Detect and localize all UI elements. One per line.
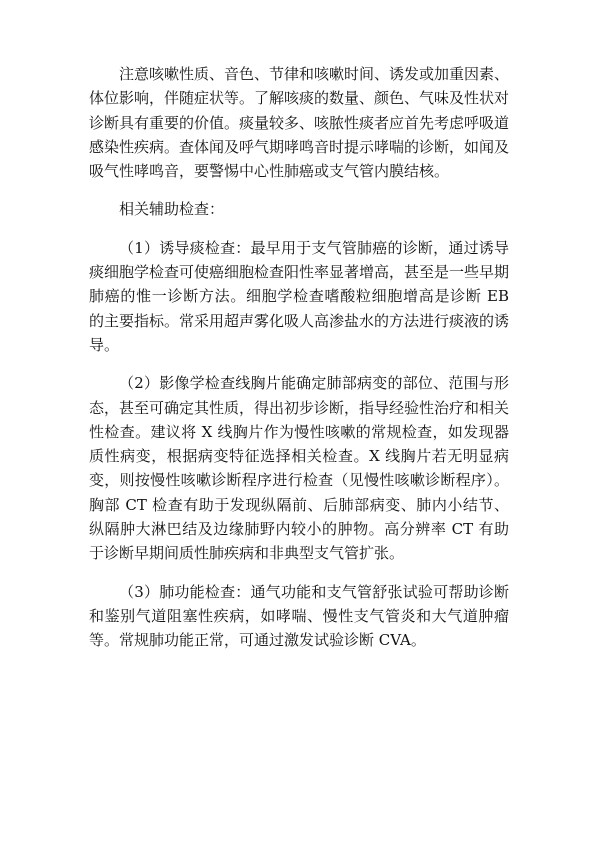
paragraph-induced-sputum: （1）诱导痰检查：最早用于支气管肺癌的诊断，通过诱导痰细胞学检查可使癌细胞检查阳性率显著增高，甚至是一些早期肺癌的惟一诊断方法。细胞学检查嗜酸粒细胞增高是诊断 EB 的主要指标。常采用超声雾化吸人高渗盐水的方法进行痰液的诱导。: [89, 238, 510, 354]
paragraph-cough-assessment: 注意咳嗽性质、音色、节律和咳嗽时间、诱发或加重因素、体位影响，伴随症状等。了解咳痰的数量、颜色、气味及性状对诊断具有重要的价值。痰量较多、咳脓性痰者应首先考虑呼吸道感染性疾病。查体闻及呼气期哮鸣音时提示哮喘的诊断，如闻及吸气性哮鸣音，要警惕中心性肺癌或支气管内膜结核。: [89, 65, 510, 181]
paragraph-lung-function: （3）肺功能检查：通气功能和支气管舒张试验可帮助诊断和鉴别气道阻塞性疾病，如哮喘、慢性支气管炎和大气道肿瘤等。常规肺功能正常，可通过激发试验诊断 CVA。: [89, 582, 509, 650]
paragraph-auxiliary-exam-heading: 相关辅助检查：: [119, 200, 225, 219]
document-page: [89, 62, 509, 653]
paragraph-imaging: （2）影像学检查线胸片能确定肺部病变的部位、范围与形态，甚至可确定其性质，得出初步诊断，指导经验性治疗和相关性检查。建议将 X 线胸片作为慢性咳嗽的常规检查，如发现器质性病变，根据病变特征选择相关检查。X 线胸片若无明显病变，则按慢性咳嗽诊断程序进行检查（见慢性咳嗽诊断程序）。胸部 CT 检查有助于发现纵隔前、后肺部病变、肺内小结节、纵隔肿大淋巴结及边缘肺野内较小的肿物。高分辨率 CT 有助于诊断早期间质性肺疾病和非典型支气管扩张。: [89, 374, 510, 563]
